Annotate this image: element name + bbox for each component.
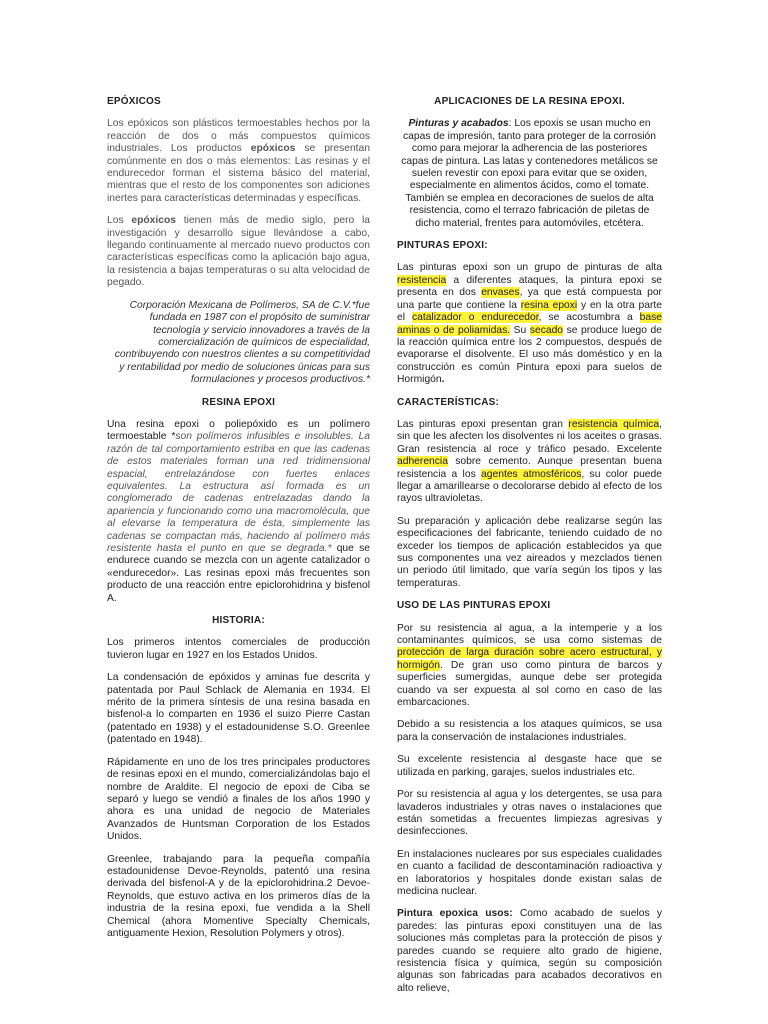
paragraph-pinturas-epoxi: Las pinturas epoxi son un grupo de pinturas de alta resistencia a diferentes ataques, la pintura epoxi se presenta en dos envases, ya que está compuesta por una parte que contiene la resina epoxi y en la otra parte el catalizador o endurecedor, se acostumbra a base aminas o de poliamidas. Su secado se produce luego de la reacción química entre los 2 compuestos, después de evaporarse el disolvente. El uso más doméstico y en la construcción es común Pintura epoxi para suelos de Hormigón.	[397, 262, 663, 386]
highlight-adherencia: adherencia	[397, 456, 448, 468]
highlight-proteccion: protección de larga duración sobre acero estructural, y hormigón	[397, 647, 662, 671]
highlight-secado: secado	[529, 324, 564, 336]
paragraph-uso-3: Su excelente resistencia al desgaste hace que se utilizada en parking, garajes, suelos industriales etc.	[397, 754, 662, 778]
heading-historia: HISTORIA:	[212, 615, 265, 627]
heading-pinturas-epoxi: PINTURAS EPOXI:	[397, 240, 488, 252]
paragraph-caracteristicas-1: Las pinturas epoxi presentan gran resistencia química, sin que les afecten los disolventes ni los aceites o grasas. Gran resistencia al roce y tráfico pesado. Excelente adherencia sobre cemento. Aunque presentan buena resistencia a los agentes atmosféricos, su color puede llegar a amarillearse o decolorarse debido al efecto de los rayos ultravioletas.	[397, 418, 662, 505]
paragraph-historia-4: Greenlee, trabajando para la pequeña compañía estadounidense Devoe-Reynolds, patentó una resina derivada del bisfenol-A y de la epiclorohidrina.2 Devoe-Reynolds, que estuvo activa en los primeros días de la industria de la resina epoxi, fue vendida a la Shell Chemical (ahora Momentive Specialty Chemicals, antiguamente Hexion, Resolution Polymers y otros).	[107, 853, 370, 939]
left-column	[107, 96, 370, 950]
paragraph-uso-5: En instalaciones nucleares por sus especiales cualidades en cuanto a facilidad de descontaminación radioactiva y en laboratorios y hospitales donde existan salas de medicina nuclear.	[397, 848, 662, 897]
highlight-base-aminas: base aminas o de poliamidas.	[397, 312, 662, 336]
paragraph-resina: Una resina epoxi o poliepóxido es un polímero termoestable *son polímeros infusibles e insolubles. La razón de tal comportamiento estriba en que las cadenas de estos materiales forman una red tridimensional espacial, entrelazándose con fuertes enlaces equivalentes. La estructura así formada es un conglomerado de cadenas entrelazadas dando la apariencia y funcionando como una macromolécula, que al elevarse la temperatura de ésta, simplemente las cadenas se compactan más, haciendo al polímero más resistente hasta el punto en que se degrada.* que se endurece cuando se mezcla con un agente catalizador o «endurecedor». Las resinas epoxi más frecuentes son producto de una reacción entre epiclorohidrina y bisfenol A.	[107, 418, 370, 604]
highlight-agentes-atmosfericos: agentes atmosféricos	[481, 468, 582, 480]
heading-epoxicos: EPÓXICOS	[107, 96, 161, 107]
highlight-resistencia: resistencia	[397, 274, 447, 286]
paragraph-aplicaciones: Pinturas y acabados: Los epoxis se usan mucho en capas de impresión, tanto para proteger de la corrosión como para mejorar la adherencia de las posteriores capas de pintura. Las latas y contenedores metálicos se suelen revestir con epoxi para evitar que se oxiden, especialmente en alimentos ácidos, como el tomate. También se emplea en decoraciones de suelos de alta resistencia, como el terrazo fabricación de piletas de dicho material, frentes para automóviles, etcétera.	[401, 118, 658, 229]
paragraph-uso-4: Por su resistencia al agua y los detergentes, se usa para lavaderos industriales y otras naves o instalaciones que están sometidas a frecuentes limpiezas agresivas y desinfecciones.	[397, 789, 662, 838]
highlight-envases: envases	[481, 287, 520, 299]
paragraph-historia-1: Los primeros intentos comerciales de producción tuvieron lugar en 1927 en los Estados Unidos.	[107, 637, 370, 661]
paragraph-historia-2: La condensación de epóxidos y aminas fue descrita y patentada por Paul Schlack de Alemania en 1934. El mérito de la primera síntesis de una resina basada en bisfenol-a lo comparten en 1936 el suizo Pierre Castan (patentado en 1938) y el estadounidense S.O. Greenlee (patentado en 1948).	[107, 672, 370, 746]
highlight-catalizador: catalizador o endurecedor	[411, 312, 539, 324]
company-quote: Corporación Mexicana de Polímeros, SA de C.V.*fue fundada en 1987 con el propósito de suministrar tecnología y servicio innovadores a través de la comercialización de químicos de especialidad, contribuyendo con nuestros clientes a su competitividad y rentabilidad por medio de soluciones únicas para sus formulaciones y procesos productivos.*	[114, 299, 370, 386]
paragraph-uso-6: Pintura epoxica usos: Como acabado de suelos y paredes: las pinturas epoxi constituyen una de las soluciones más completas para la protección de pisos y paredes cuando se requiere alto grado de higiene, resistencia física y química, según su composición algunas son fabricadas para acabados decorativos en alto relieve,	[397, 908, 662, 994]
paragraph-historia-3: Rápidamente en uno de los tres principales productores de resinas epoxi en el mundo, comercializándolas bajo el nombre de Araldite. El negocio de epoxi de Ciba se separó y luego se vendió a finales de los años 1990 y ahora es una unidad de negocio de Materiales Avanzados de Huntsman Corporation de los Estados Unidos.	[107, 756, 370, 843]
highlight-resistencia-quimica: resistencia química	[568, 418, 660, 430]
paragraph-epoxicos-1: Los epóxicos son plásticos termoestables hechos por la reacción de dos o más compuestos químicos industriales. Los productos epóxicos se presentan comúnmente en dos o más elementos: Las resinas y el endurecedor forman el sistema básico del material, mientras que el resto de los componentes son adiciones inertes para características determinadas y específicas.	[107, 118, 370, 204]
heading-aplicaciones: APLICACIONES DE LA RESINA EPOXI.	[434, 96, 625, 107]
highlight-resina-epoxi: resina epoxi	[520, 299, 578, 311]
paragraph-epoxicos-2: Los epóxicos tienen más de medio siglo, pero la investigación y desarrollo sigue llevándose a cabo, llegando continuamente al mercado nuevo productos con características específicas como la aplicación bajo agua, la resistencia a bajas temperaturas o su alta velocidad de pegado.	[107, 215, 370, 289]
paragraph-uso-1: Por su resistencia al agua, a la intemperie y a los contaminantes químicos, se usa como sistemas de protección de larga duración sobre acero estructural, y hormigón. De gran uso como pintura de barcos y superficies sumergidas, aunque debe ser protegida cuando va ser expuesta al sol como en caso de las embarcaciones.	[397, 622, 662, 709]
paragraph-uso-2: Debido a su resistencia a los ataques químicos, se usa para la conservación de instalaciones industriales.	[397, 719, 662, 743]
heading-uso-pinturas: USO DE LAS PINTURAS EPOXI	[397, 600, 551, 612]
heading-resina-epoxi: RESINA EPOXI	[201, 396, 276, 408]
right-column	[397, 96, 662, 1005]
paragraph-caracteristicas-2: Su preparación y aplicación debe realizarse según las especificaciones del fabricante, teniendo cuidado de no exceder los tiempos de aplicación establecidos ya que sus componentes una vez aireados y mezclados tienen un periodo útil limitado, que varía según los tipos y las temperaturas.	[397, 515, 662, 589]
heading-caracteristicas: CARACTERÍSTICAS:	[397, 396, 500, 408]
